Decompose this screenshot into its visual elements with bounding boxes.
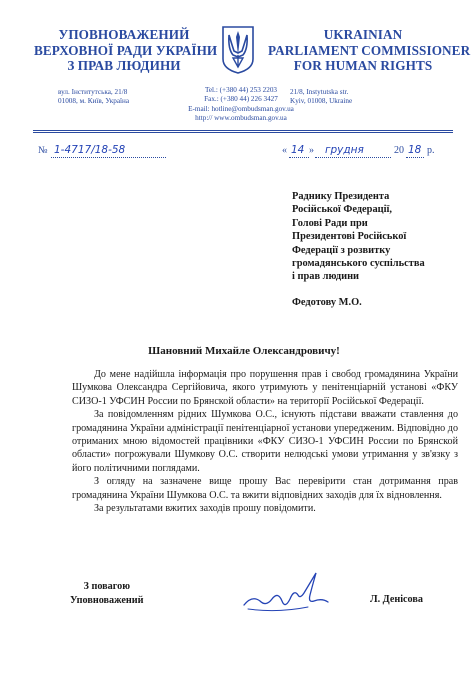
number-value: 1-4717/18-58 <box>54 144 126 156</box>
letterhead-en-line: UKRAINIAN <box>323 27 403 42</box>
phone-number: Tel.: (+380 44) 253 2203 <box>204 86 278 94</box>
website-address: http:// www.ombudsman.gov.ua <box>195 114 287 123</box>
reference-number <box>38 144 166 160</box>
trident-coat-of-arms-icon <box>221 25 255 75</box>
letterhead-ua-line: З ПРАВ ЛЮДИНИ <box>67 58 181 73</box>
email-address: E-mail: hotline@ombudsman.gov.ua <box>188 104 294 113</box>
letterhead-en-line: PARLIAMENT COMMISSIONER <box>268 42 471 58</box>
recipient-line: Російської Федерації, <box>292 204 393 216</box>
body-paragraph: З огляду на зазначене вище прошу Вас перевірити стан дотримання прав громадянина України Шумкова О.С. та вжити відповідних заходів для їх відновлення. <box>72 476 458 501</box>
recipient-block <box>292 190 462 309</box>
date-month: грудня <box>325 144 364 156</box>
ua-address-line: 01008, м. Київ, Україна <box>58 97 130 106</box>
letterhead-en-line: FOR HUMAN RIGHTS <box>293 58 433 73</box>
letter-body <box>72 368 458 515</box>
letterhead-ua-line: УПОВНОВАЖЕНИЙ <box>58 27 190 42</box>
letterhead-en-name <box>268 27 471 74</box>
recipient-line: Раднику Президента <box>292 191 390 202</box>
recipient-line: Голові Ради при <box>292 217 368 229</box>
number-label: № <box>38 145 48 156</box>
date-open-quote: « <box>282 145 287 156</box>
letterhead-divider-bottom <box>33 132 453 133</box>
recipient-line: Президентові Російської <box>292 231 407 243</box>
number-underline <box>51 157 166 158</box>
closing-block <box>70 580 144 608</box>
recipient-line: Федерації з розвитку <box>292 244 391 256</box>
month-underline <box>315 157 391 158</box>
recipient-line: і прав людини <box>292 271 360 283</box>
recipient-line: громадянського суспільства <box>292 258 425 270</box>
ua-address <box>58 88 129 107</box>
handwritten-signature-icon <box>238 565 338 620</box>
closing-title: Уповноважений <box>70 595 144 606</box>
signatory-name: Л. Денісова <box>370 594 423 605</box>
fax-number: Fax.: (+380 44) 226 3427 <box>204 95 278 104</box>
date-year-suffix: 18 <box>408 144 422 156</box>
closing-greeting: З повагою <box>83 581 131 592</box>
date-day: 14 <box>291 144 305 156</box>
day-underline <box>289 157 309 158</box>
body-paragraph: До мене надійшла інформація про порушення прав і свобод громадянина України Шумкова Олександра Сергійовича, якого утримують у пенітенціарній установі «ФКУ СИЗО-1 УФСИН России по Брянской области» на території Російської Федерації. <box>72 369 458 407</box>
en-address-line: Kyiv, 01008, Ukraine <box>290 97 353 106</box>
letterhead-ua-name <box>34 27 218 74</box>
letterhead-ua-line: ВЕРХОВНОЇ РАДИ УКРАЇНИ <box>34 42 218 58</box>
en-address <box>290 88 352 107</box>
recipient-name: Федотову М.О. <box>292 296 362 308</box>
date-year-prefix: 20 <box>394 145 404 156</box>
salutation: Шановний Михайле Олександровичу! <box>148 345 340 357</box>
date-close-quote: » <box>309 145 314 156</box>
body-paragraph: За повідомленням рідних Шумкова О.С., існують підстави вважати ставлення до громадянина України адміністрації пенітенціарної установи упередженим. Відповідно до отриманих мною відомостей працівники «ФКУ СИЗО-1 УФСИН России по Брянской области» погрожували Шумкову О.С. створити нелюдські умови утримання у зв'язку з його політичними поглядами. <box>72 409 458 474</box>
letterhead-divider-top <box>33 130 453 131</box>
en-address-line: 21/8, Instytutska str. <box>290 88 349 96</box>
body-paragraph: За результатами вжитих заходів прошу повідомити. <box>94 503 316 515</box>
date-year-label: р. <box>427 145 435 156</box>
ua-address-line: вул. Інститутська, 21/8 <box>58 88 128 96</box>
year-underline <box>406 157 424 158</box>
reference-date <box>282 144 454 160</box>
